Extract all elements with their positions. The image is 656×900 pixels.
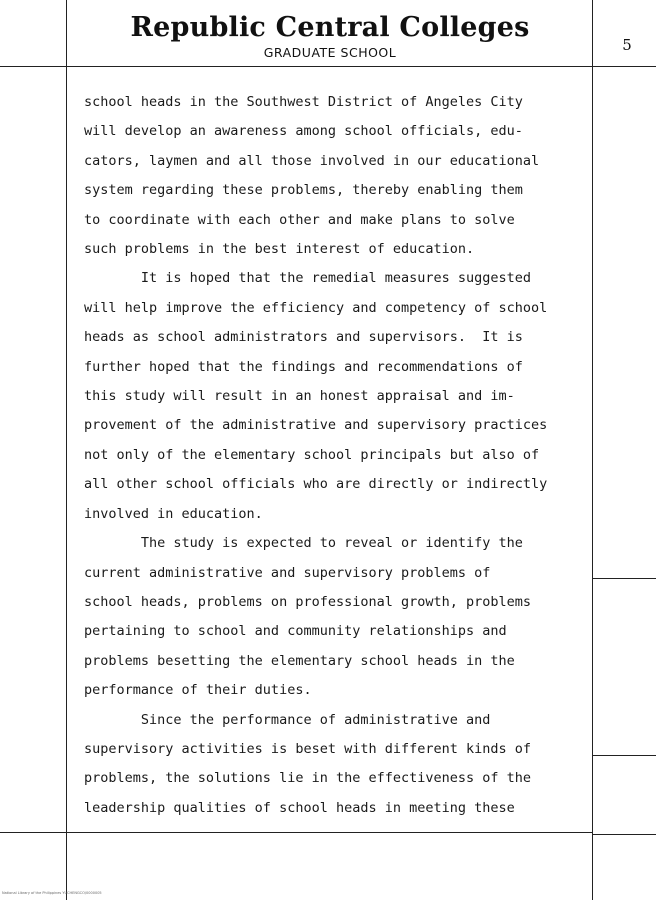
text-line: problems, the solutions lie in the effectiveness of the	[84, 770, 532, 787]
text-line: such problems in the best interest of education.	[84, 241, 475, 258]
right-column-rule-3	[592, 834, 656, 835]
text-line: will develop an awareness among school officials, edu-	[84, 123, 523, 140]
text-line: system regarding these problems, thereby enabling them	[84, 182, 523, 199]
text-line: cators, laymen and all those involved in our educational	[84, 152, 540, 169]
college-title: Republic Central Colleges	[130, 12, 530, 43]
text-line: involved in education.	[84, 505, 263, 522]
text-line: Since the performance of administrative and	[84, 711, 491, 728]
text-line: leadership qualities of school heads in meeting these	[84, 799, 515, 816]
header-bottom-rule	[0, 66, 656, 67]
text-line: this study will result in an honest appraisal and im-	[84, 388, 515, 405]
text-line: further hoped that the findings and recommendations of	[84, 358, 523, 375]
body-text	[84, 88, 604, 823]
text-line: heads as school administrators and supervisors. It is	[84, 329, 523, 346]
school-subtitle: GRADUATE SCHOOL	[263, 45, 397, 60]
page-number: 5	[622, 36, 632, 54]
text-line: school heads in the Southwest District of Angeles City	[84, 94, 523, 110]
text-line: The study is expected to reveal or identify the	[84, 535, 523, 552]
text-line: school heads, problems on professional growth, problems	[84, 593, 532, 610]
text-line: to coordinate with each other and make plans to solve	[84, 211, 515, 228]
text-line: all other school officials who are directly or indirectly	[84, 476, 548, 493]
text-line: It is hoped that the remedial measures suggested	[84, 270, 532, 287]
text-line: problems besetting the elementary school heads in the	[84, 652, 515, 669]
text-line: not only of the elementary school principals but also of	[84, 446, 540, 463]
left-margin-rule	[66, 0, 67, 900]
footer-top-rule	[0, 832, 592, 833]
text-line: current administrative and supervisory problems of	[84, 564, 491, 581]
text-line: performance of their duties.	[84, 682, 312, 699]
text-line: pertaining to school and community relationships and	[84, 623, 507, 640]
text-line: supervisory activities is beset with different kinds of	[84, 740, 532, 757]
text-line: will help improve the efficiency and competency of school	[84, 299, 548, 316]
text-line: provement of the administrative and supervisory practices	[84, 417, 548, 434]
archive-credit: National Library of the Philippines YUCHENGCO/0000005	[2, 891, 102, 895]
